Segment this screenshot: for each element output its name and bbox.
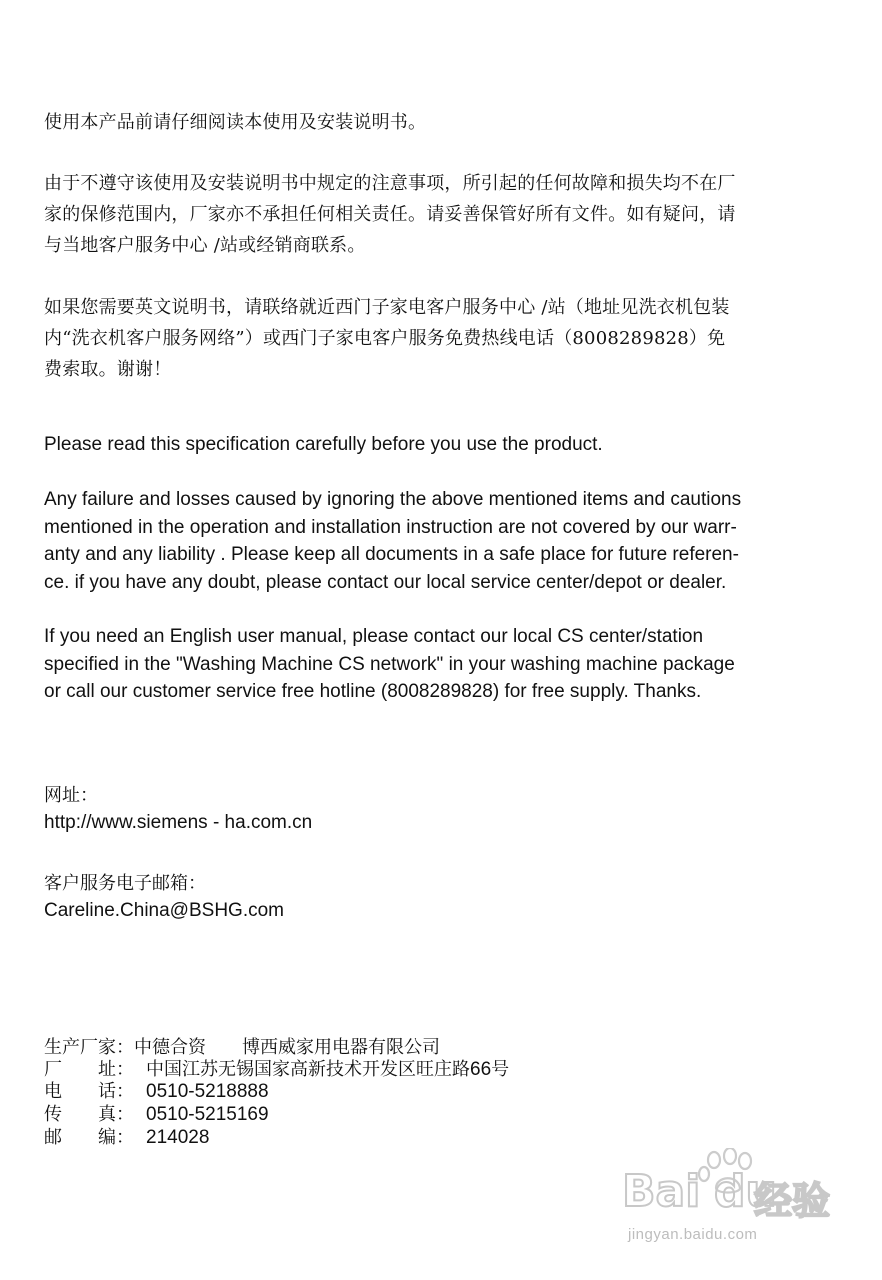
email-label: 客户服务电子邮箱： [44,873,206,894]
address-number: 66 [470,1059,492,1080]
fax-value: 0510-5215169 [146,1104,269,1125]
en-manual-line: or call our customer service free hotline (8008289828) for free supply. Thanks. [44,681,702,702]
maker-prefix: 中德合资 [134,1037,206,1058]
address-suffix: 号 [491,1059,510,1080]
cn-manual-paragraph [44,292,834,385]
cn-intro-paragraph [44,107,834,138]
maker-name: 博西威家用电器有限公司 [242,1037,440,1058]
en-disclaimer-line: mentioned in the operation and installation instruction are not covered by our warr- [44,516,737,538]
fax-label: 传 真： [44,1104,134,1125]
manufacturer-row [44,1036,440,1059]
cn-disclaimer-line: 由于不遵守该使用及安装说明书中规定的注意事项，所引起的任何故障和损失均不在厂 [44,173,736,194]
phone-row [44,1080,269,1103]
en-disclaimer-paragraph [44,486,844,596]
phone-value: 0510-5218888 [146,1081,269,1102]
address-value: 中国江苏无锡国家高新技术开发区旺庄路 [146,1059,470,1080]
baidu-jingyan-watermark [622,1148,872,1258]
cn-manual-line: 如果您需要英文说明书，请联络就近西门子家电客户服务中心 /站（地址见洗衣机包装 [44,297,730,318]
postcode-row [44,1126,209,1149]
cn-disclaimer-line: 家的保修范围内，厂家亦不承担任何相关责任。请妥善保管好所有文件。如有疑问，请 [44,204,736,225]
en-disclaimer-line: Any failure and losses caused by ignoring the above mentioned items and cautions [44,489,742,510]
phone-label: 电 话： [44,1081,134,1102]
en-intro-paragraph [44,431,844,459]
cn-intro-line: 使用本产品前请仔细阅读本使用及安装说明书。 [44,112,427,133]
en-manual-paragraph [44,623,844,706]
en-intro-line: Please read this specification carefully before you use the product. [44,434,603,455]
address-row [44,1058,509,1081]
en-manual-line: If you need an English user manual, please contact our local CS center/station [44,626,704,647]
watermark-url: jingyan.baidu.com [628,1226,758,1243]
watermark-brand-bai: Bai [622,1166,701,1217]
en-disclaimer-line: ce. if you have any doubt, please contact our local service center/depot or dealer. [44,571,727,593]
postcode-value: 214028 [146,1127,210,1148]
cn-disclaimer-line: 与当地客户服务中心 /站或经销商联系。 [44,235,366,256]
email-link[interactable]: Careline.China@BSHG.com [44,900,284,921]
en-manual-line: specified in the "Washing Machine CS network" in your washing machine package [44,653,735,675]
website-label: 网址： [44,785,98,806]
watermark-brand-du: du [714,1166,777,1217]
fax-row [44,1103,269,1126]
watermark-brand-jingyan: 经验 [754,1179,831,1223]
website-link[interactable]: http://www.siemens - ha.com.cn [44,812,313,833]
address-label: 厂 址： [44,1059,134,1080]
postcode-label: 邮 编： [44,1127,134,1148]
maker-label: 生产厂家： [44,1037,134,1058]
cn-manual-line: 内“洗衣机客户服务网络”）或西门子家电客户服务免费热线电话（8008289828）免 [44,328,726,349]
cn-disclaimer-paragraph [44,168,834,261]
cn-manual-line: 费索取。谢谢！ [44,359,172,380]
en-disclaimer-line: anty and any liability . Please keep all documents in a safe place for future referen- [44,544,739,565]
